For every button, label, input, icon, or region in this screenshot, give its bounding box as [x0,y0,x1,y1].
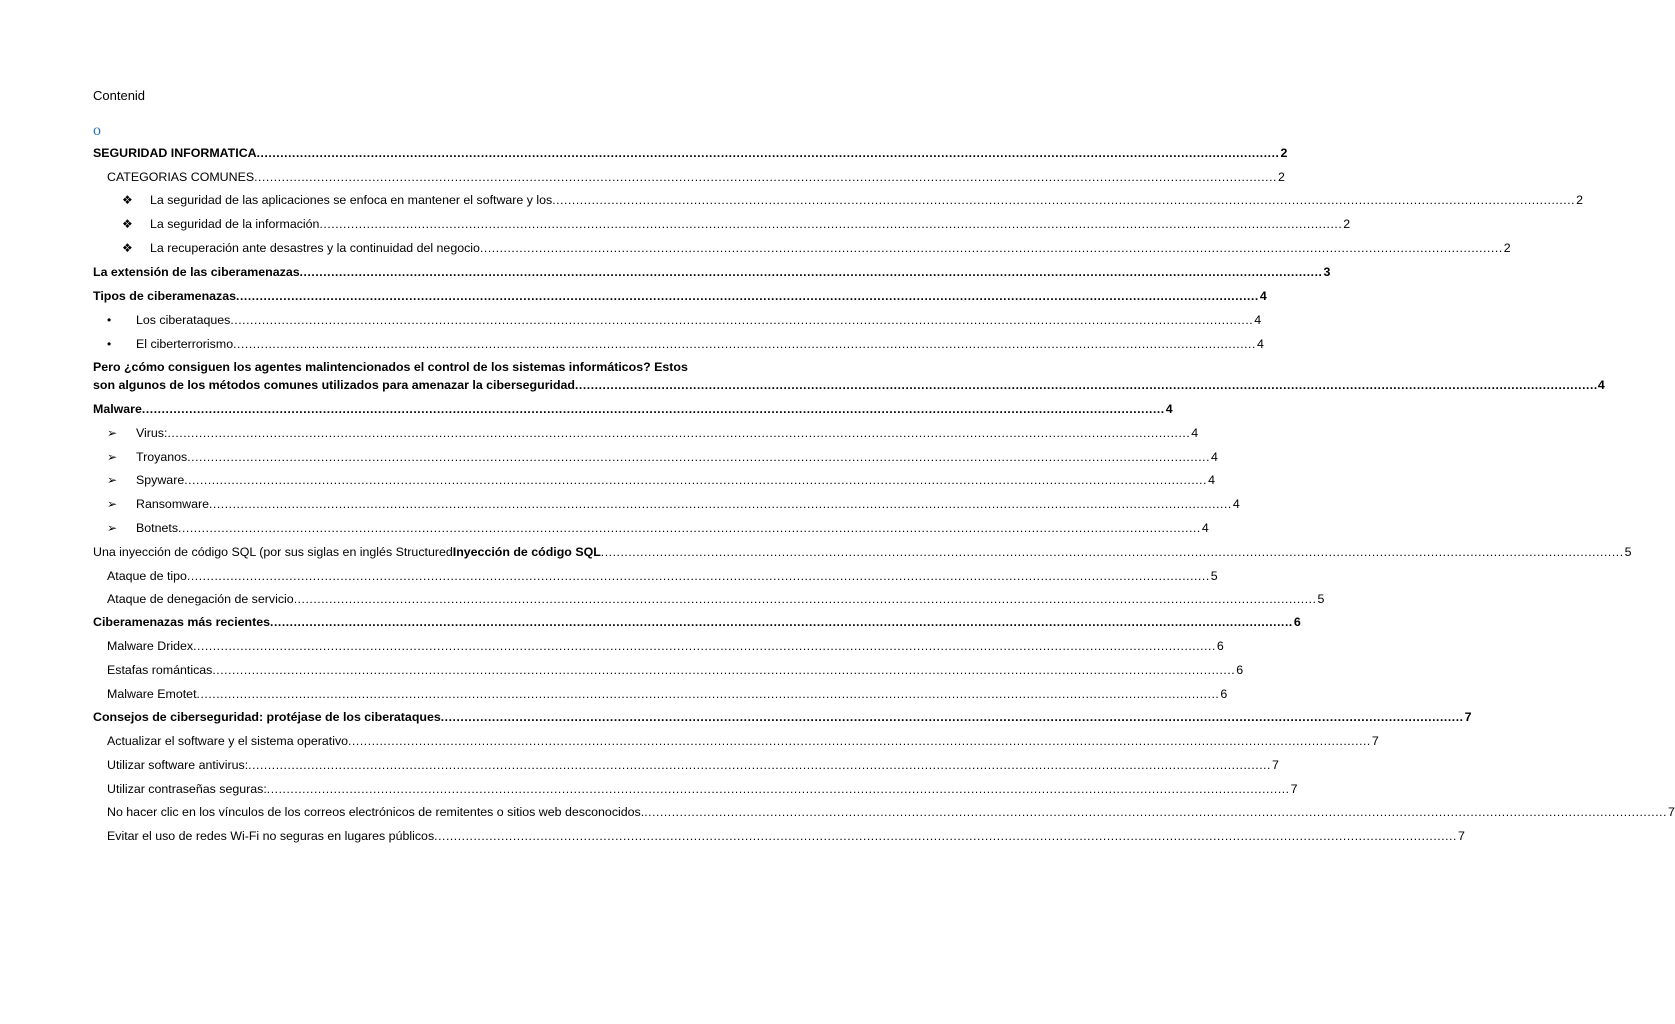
toc-page-number: 5 [1210,569,1218,583]
toc-entry[interactable] [107,448,1218,466]
toc-page-number: 4 [1256,337,1264,351]
toc-entry-title-line2: son algunos de los métodos comunes utilizados para amenazar la ciberseguridad [93,378,575,392]
toc-heading: Contenid [93,88,146,103]
toc-entry-row [107,685,1228,703]
toc-page-number: 4 [1597,378,1605,392]
toc-bullet: • [107,313,112,327]
leader-dots: .................................................................................................................................................................................................................................................................... [233,337,1256,351]
toc-entry-row [93,263,1331,281]
leader-dots: .................................................................................................................................................................................................................................................................... [644,805,1668,819]
leader-dots: .................................................................................................................................................................................................................................................................... [196,687,1220,701]
toc-entry-title-line2-row [93,376,1605,394]
toc-entry-title: Utilizar contraseñas seguras: [107,782,267,796]
toc-entry-title: Ransomware [136,497,209,511]
toc-entry-row [150,215,1351,233]
toc-page-number: 4 [1211,450,1218,464]
toc-page-number: 7 [1371,734,1379,748]
leader-dots: .................................................................................................................................................................................................................................................................... [193,639,1216,653]
leader-dots: .................................................................................................................................................................................................................................................................... [187,450,1211,464]
toc-entry-row [107,803,1675,821]
toc-entry-title: Utilizar software antivirus: [107,758,249,772]
toc-entry-title: La extensión de las ciberamenazas [93,265,300,279]
toc-entry-title: Malware Dridex [107,639,194,653]
toc-entry-title: Virus: [136,426,168,440]
toc-entry[interactable] [107,335,1264,353]
toc-entry-title: Una inyección de código SQL (por sus siglas en inglés Structured [93,545,453,559]
toc-entry-title: Malware [93,402,142,416]
leader-dots: .................................................................................................................................................................................................................................................................... [266,782,1290,796]
toc-entry-row [150,191,1583,209]
toc-entry[interactable] [107,424,1199,442]
toc-entry[interactable] [93,263,1331,281]
toc-entry-row [136,424,1199,442]
toc-page-number: 2 [1343,217,1351,231]
toc-entry[interactable] [93,400,1173,418]
leader-dots: .................................................................................................................................................................................................................................................................... [230,313,1254,327]
toc-page-number: 4 [1208,473,1215,487]
toc-entry[interactable] [93,613,1301,631]
toc-page-number: 4 [1201,521,1209,535]
toc-entry[interactable] [93,358,1605,394]
toc-entry-row [136,519,1209,537]
toc-entry-title: Malware Emotet [107,687,197,701]
toc-entry-row [107,780,1298,798]
toc-entry-row [93,708,1472,726]
toc-bullet: ➢ [107,497,118,511]
toc-entry-row [136,311,1262,329]
toc-entry-row [136,495,1240,513]
toc-entry-row [107,168,1285,186]
leader-dots: .................................................................................................................................................................................................................................................................... [479,241,1503,255]
toc-page-number: 2 [1576,193,1583,207]
toc-entry-row [93,144,1288,162]
toc-entry-title: La seguridad de la información [150,217,320,231]
toc-entry-title: Ataque de denegación de servicio [107,592,294,606]
toc-entry-title: Actualizar el software y el sistema operativo [107,734,349,748]
toc-bullet: • [107,337,112,351]
toc-page-number: 6 [1220,687,1228,701]
toc-entry[interactable] [107,311,1262,329]
toc-entry-row [136,448,1218,466]
toc-bullet: ❖ [122,193,133,207]
toc-page-number: 6 [1293,615,1301,629]
toc-entry[interactable] [122,191,1583,209]
toc-entry[interactable] [107,661,1244,679]
toc-entry-title: Evitar el uso de redes Wi-Fi no seguras en lugares públicos [107,829,435,843]
leader-dots: .................................................................................................................................................................................................................................................................... [600,545,1624,559]
toc-entry[interactable] [93,144,1288,162]
toc-page-number: 2 [1280,146,1288,160]
toc-entry-title: Troyanos [136,450,188,464]
toc-entry-title: No hacer clic en los vínculos de los correos electrónicos de remitentes o sitios web desconocidos. [107,805,645,819]
toc-page-number: 5 [1317,592,1325,606]
leader-dots: .................................................................................................................................................................................................................................................................... [184,473,1208,487]
toc-page-number: 7 [1272,758,1279,772]
toc-entry-row [107,661,1244,679]
toc-entry[interactable] [107,732,1379,750]
toc-entry[interactable] [107,519,1209,537]
toc-heading-continuation: o [93,122,101,139]
toc-page-number: 4 [1165,402,1173,416]
leader-dots: .................................................................................................................................................................................................................................................................... [434,829,1457,843]
toc-entry-title-bold: Inyección de código SQL [452,545,601,559]
toc-entry-row [107,732,1379,750]
toc-entry[interactable] [107,756,1279,774]
leader-dots: .................................................................................................................................................................................................................................................................... [293,592,1317,606]
toc-entry-title: Tipos de ciberamenazas [93,289,237,303]
toc-entry-title-line1: Pero ¿cómo consiguen los agentes malintencionados el control de los sistemas informáticos? Estos [93,360,688,374]
toc-entry-row [150,239,1511,257]
toc-entry-title: Los ciberataques [136,313,231,327]
leader-dots: .................................................................................................................................................................................................................................................................... [254,170,1277,184]
toc-entry-title: Ataque de tipo [107,569,187,583]
toc-entry[interactable] [107,471,1215,489]
toc-page-number: 4 [1254,313,1262,327]
toc-bullet: ➢ [107,450,118,464]
toc-page-number: 6 [1236,663,1244,677]
leader-dots: .................................................................................................................................................................................................................................................................... [212,663,1236,677]
toc-entry[interactable] [122,215,1351,233]
toc-entry-title: Ciberamenazas más recientes [93,615,271,629]
leader-dots: .................................................................................................................................................................................................................................................................... [348,734,1371,748]
toc-entry-row [107,590,1325,608]
toc-entry[interactable] [107,168,1285,186]
toc-entry[interactable] [107,827,1465,845]
toc-entry[interactable] [93,543,1632,561]
leader-dots: .................................................................................................................................................................................................................................................................... [552,193,1576,207]
leader-dots: .................................................................................................................................................................................................................................................................... [574,378,1598,392]
toc-entry[interactable] [93,708,1472,726]
leader-dots: .................................................................................................................................................................................................................................................................... [319,217,1343,231]
leader-dots: .................................................................................................................................................................................................................................................................... [178,521,1201,535]
toc-entry-title: La recuperación ante desastres y la continuidad del negocio [150,241,480,255]
leader-dots: .................................................................................................................................................................................................................................................................... [167,426,1191,440]
leader-dots: .................................................................................................................................................................................................................................................................... [256,146,1280,160]
toc-page-number: 6 [1216,639,1224,653]
toc-entry[interactable] [122,239,1511,257]
leader-dots: .................................................................................................................................................................................................................................................................... [270,615,1293,629]
toc-page-number: 3 [1323,265,1331,279]
toc-entry-row [136,471,1215,489]
toc-entry-title: Spyware [136,473,185,487]
toc-page-number: 5 [1624,545,1632,559]
toc-bullet: ➢ [107,521,118,535]
leader-dots: .................................................................................................................................................................................................................................................................... [440,710,1464,724]
toc-bullet: ➢ [107,426,118,440]
toc-page-number: 7 [1290,782,1298,796]
toc-entry[interactable] [107,567,1218,585]
toc-page-number: 7 [1464,710,1472,724]
toc-entry-row [93,287,1267,305]
toc-entry-row [107,827,1465,845]
toc-page-number: 2 [1277,170,1285,184]
leader-dots: .................................................................................................................................................................................................................................................................... [248,758,1271,772]
leader-dots: .................................................................................................................................................................................................................................................................... [186,569,1210,583]
toc-page-number: 4 [1232,497,1240,511]
toc-entry-row [93,543,1632,561]
toc-entry-title: Consejos de ciberseguridad: protéjase de los ciberataques [93,710,441,724]
toc-page-number: 4 [1259,289,1267,303]
toc-entry-row [93,613,1301,631]
toc-page-number: 7 [1668,805,1675,819]
toc-entry-row [107,567,1218,585]
toc-entry[interactable] [93,287,1267,305]
toc-entry-title: Botnets [136,521,179,535]
toc-bullet: ➢ [107,473,118,487]
leader-dots: .................................................................................................................................................................................................................................................................... [299,265,1323,279]
leader-dots: .................................................................................................................................................................................................................................................................... [141,402,1165,416]
toc-bullet: ❖ [122,217,133,231]
toc-entry-row [93,358,1605,394]
toc-entry-row [136,335,1264,353]
toc-entry[interactable] [107,803,1675,821]
toc-entry-row [107,756,1279,774]
toc-page-number: 4 [1191,426,1199,440]
toc-entry[interactable] [107,780,1298,798]
toc-entry[interactable] [107,637,1224,655]
toc-page-number: 7 [1457,829,1465,843]
toc-entry-title: CATEGORIAS COMUNES [107,170,255,184]
toc-entry-title: El ciberterrorismo [136,337,234,351]
toc-entry-title: Estafas románticas [107,663,213,677]
leader-dots: .................................................................................................................................................................................................................................................................... [209,497,1232,511]
toc-entry-title: La seguridad de las aplicaciones se enfoca en mantener el software y los [150,193,553,207]
leader-dots: .................................................................................................................................................................................................................................................................... [236,289,1259,303]
toc-bullet: ❖ [122,241,133,255]
toc-page-number: 2 [1503,241,1511,255]
toc-entry-title: SEGURIDAD INFORMATICA [93,146,257,160]
toc-entry[interactable] [107,495,1240,513]
toc-entry[interactable] [107,685,1228,703]
toc-entry[interactable] [107,590,1325,608]
toc-entry-row [93,400,1173,418]
toc-entry-row [107,637,1224,655]
